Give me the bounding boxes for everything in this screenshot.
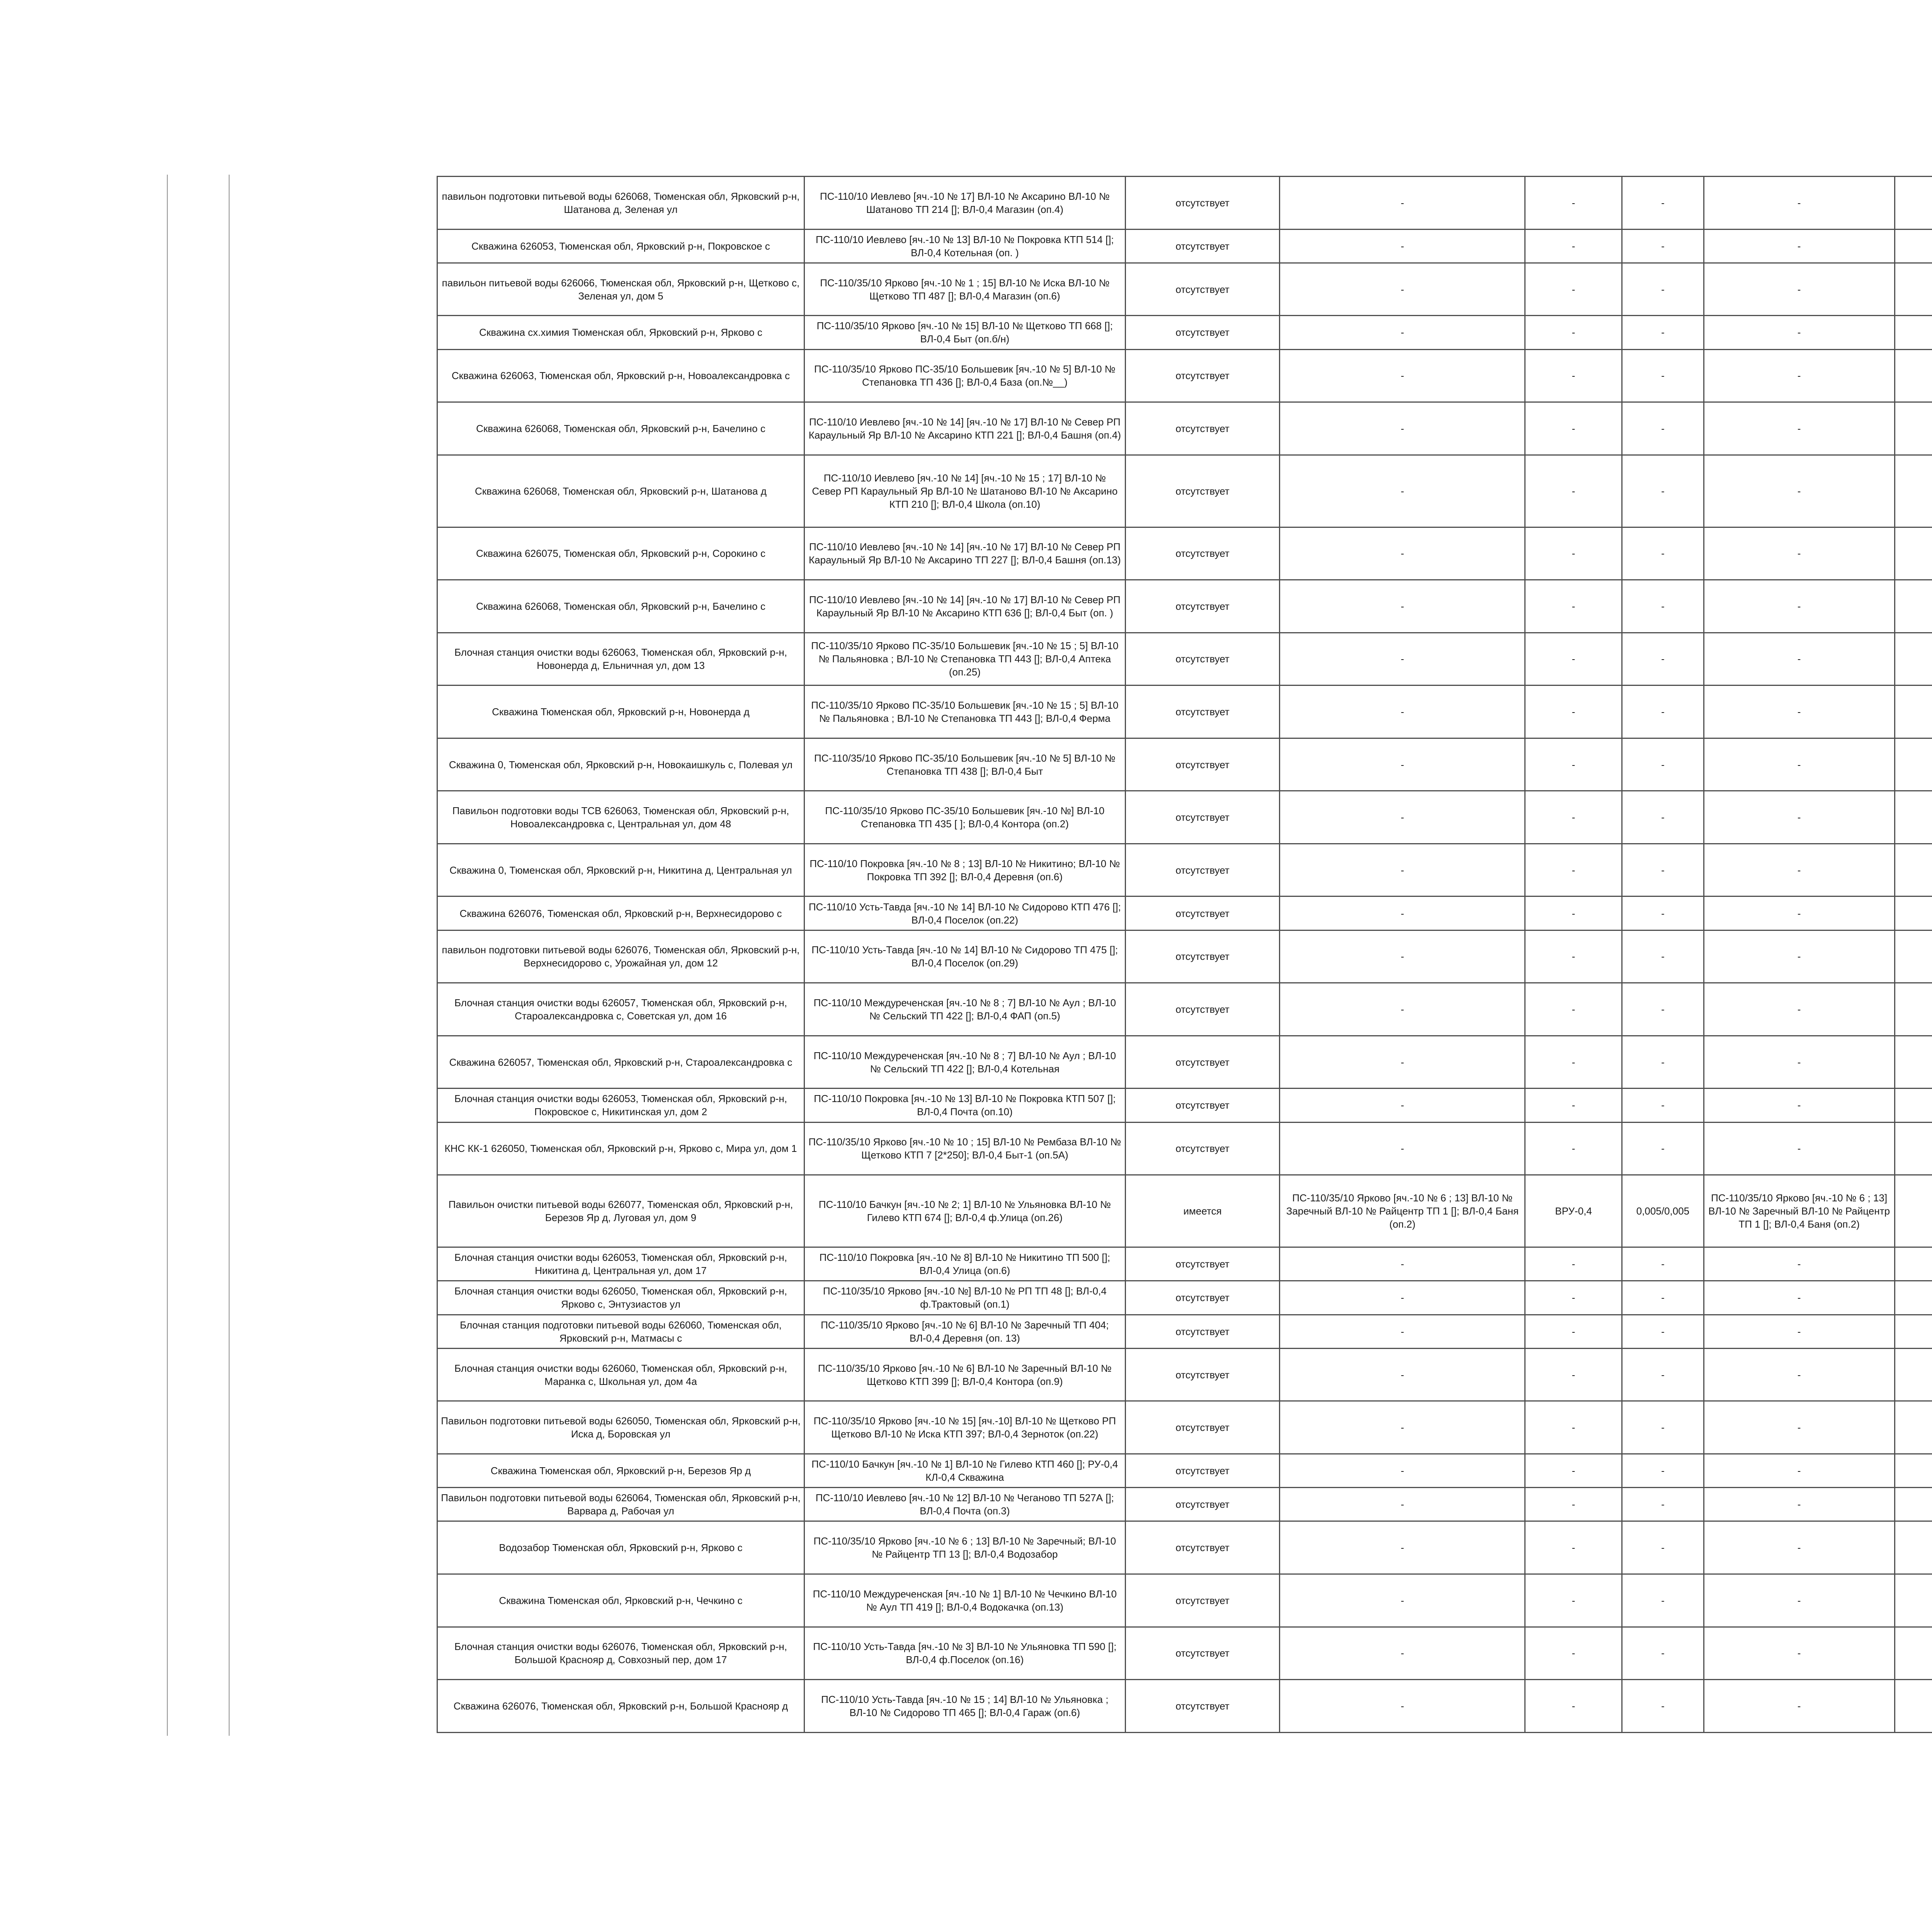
- alt-connection-point-cell: [1895, 633, 1932, 685]
- reserve-source-cell: -: [1280, 738, 1525, 791]
- table-row: [437, 1627, 1932, 1680]
- connection-point-cell: -: [1525, 844, 1622, 896]
- connection-point-cell: -: [1525, 527, 1622, 580]
- connection-point-cell: -: [1525, 1401, 1622, 1454]
- alt-connection-point-cell: [1895, 791, 1932, 844]
- reserve-source-cell: -: [1280, 791, 1525, 844]
- reserve-source-cell: -: [1280, 1122, 1525, 1175]
- reserve-source-cell: -: [1280, 930, 1525, 983]
- connection-point-cell: -: [1525, 1454, 1622, 1487]
- table-row: [437, 177, 1932, 230]
- alt-source-cell: -: [1704, 229, 1895, 263]
- object-address-cell: Павильон подготовки питьевой воды 626064, Тюменская обл, Ярковский р-н, Варвара д, Рабочая ул: [437, 1488, 804, 1521]
- table-row: [437, 263, 1932, 316]
- reserve-status-cell: отсутствует: [1125, 263, 1280, 316]
- alt-source-cell: -: [1704, 263, 1895, 316]
- supply-source-cell: ПС-110/35/10 Ярково [яч.-10 № 1 ; 15] ВЛ-10 № Иска ВЛ-10 № Щетково ТП 487 []; ВЛ-0,4 Магазин (оп.6): [804, 263, 1125, 316]
- reserve-status-cell: отсутствует: [1125, 1574, 1280, 1627]
- alt-source-cell: -: [1704, 177, 1895, 230]
- table-row: [437, 402, 1932, 455]
- reserve-status-cell: отсутствует: [1125, 229, 1280, 263]
- alt-connection-point-cell: [1895, 1521, 1932, 1574]
- reserve-status-cell: имеется: [1125, 1175, 1280, 1247]
- object-address-cell: Блочная станция очистки воды 626053, Тюменская обл, Ярковский р-н, Покровское с, Никитинская ул, дом 2: [437, 1089, 804, 1122]
- alt-source-cell: -: [1704, 1680, 1895, 1733]
- reserve-status-cell: отсутствует: [1125, 1281, 1280, 1315]
- alt-source-cell: -: [1704, 1454, 1895, 1487]
- reserve-source-cell: -: [1280, 580, 1525, 633]
- alt-connection-point-cell: [1895, 1348, 1932, 1401]
- reserve-status-cell: отсутствует: [1125, 580, 1280, 633]
- connection-point-cell: -: [1525, 1315, 1622, 1348]
- table-row: [437, 896, 1932, 930]
- object-address-cell: Павильон подготовки питьевой воды 626050, Тюменская обл, Ярковский р-н, Иска д, Боровская ул: [437, 1401, 804, 1454]
- connection-point-cell: -: [1525, 896, 1622, 930]
- left-margin-line: [229, 175, 230, 1736]
- object-address-cell: Блочная станция очистки воды 626053, Тюменская обл, Ярковский р-н, Никитина д, Центральная ул, дом 17: [437, 1247, 804, 1281]
- reserve-source-cell: -: [1280, 1348, 1525, 1401]
- alt-connection-point-cell: [1895, 402, 1932, 455]
- table-row: [437, 455, 1932, 527]
- capacity-cell: -: [1622, 1680, 1704, 1733]
- alt-connection-point-cell: [1895, 1247, 1932, 1281]
- capacity-cell: -: [1622, 983, 1704, 1036]
- alt-source-cell: -: [1704, 527, 1895, 580]
- reserve-status-cell: отсутствует: [1125, 896, 1280, 930]
- alt-source-cell: -: [1704, 316, 1895, 349]
- alt-source-cell: -: [1704, 1521, 1895, 1574]
- connection-point-cell: ВРУ-0,4: [1525, 1175, 1622, 1247]
- capacity-cell: -: [1622, 229, 1704, 263]
- supply-source-cell: ПС-110/10 Бачкун [яч.-10 № 1] ВЛ-10 № Гилево КТП 460 []; РУ-0,4 КЛ-0,4 Скважина: [804, 1454, 1125, 1487]
- connection-point-cell: -: [1525, 263, 1622, 316]
- reserve-status-cell: отсутствует: [1125, 1521, 1280, 1574]
- supply-source-cell: ПС-110/10 Иевлево [яч.-10 № 14] [яч.-10 № 17] ВЛ-10 № Север РП Караульный Яр ВЛ-10 № Аксарино КТП 636 []; ВЛ-0,4 Быт (оп. ): [804, 580, 1125, 633]
- supply-source-cell: ПС-110/35/10 Ярково [яч.-10 № 15] [яч.-10] ВЛ-10 № Щетково РП Щетково ВЛ-10 № Иска КТП 397; ВЛ-0,4 Зерноток (оп.22): [804, 1401, 1125, 1454]
- table-row: [437, 349, 1932, 402]
- capacity-cell: -: [1622, 1315, 1704, 1348]
- connection-point-cell: -: [1525, 402, 1622, 455]
- object-address-cell: павильон подготовки питьевой воды 626076, Тюменская обл, Ярковский р-н, Верхнесидорово с, Урожайная ул, дом 12: [437, 930, 804, 983]
- reserve-source-cell: -: [1280, 349, 1525, 402]
- connection-point-cell: -: [1525, 316, 1622, 349]
- reserve-status-cell: отсутствует: [1125, 983, 1280, 1036]
- connection-point-cell: -: [1525, 930, 1622, 983]
- reserve-source-cell: -: [1280, 316, 1525, 349]
- capacity-cell: -: [1622, 527, 1704, 580]
- table-row: [437, 1454, 1932, 1487]
- object-address-cell: Скважина 626057, Тюменская обл, Ярковский р-н, Староалександровка с: [437, 1036, 804, 1089]
- table-row: [437, 229, 1932, 263]
- alt-connection-point-cell: [1895, 316, 1932, 349]
- alt-connection-point-cell: [1895, 1315, 1932, 1348]
- supply-source-cell: ПС-110/10 Иевлево [яч.-10 № 13] ВЛ-10 № Покровка КТП 514 []; ВЛ-0,4 Котельная (оп. ): [804, 229, 1125, 263]
- alt-connection-point-cell: [1895, 1454, 1932, 1487]
- alt-source-cell: -: [1704, 1036, 1895, 1089]
- alt-connection-point-cell: [1895, 455, 1932, 527]
- capacity-cell: -: [1622, 580, 1704, 633]
- alt-source-cell: -: [1704, 983, 1895, 1036]
- supply-source-cell: ПС-110/10 Усть-Тавда [яч.-10 № 3] ВЛ-10 № Ульяновка ТП 590 []; ВЛ-0,4 ф.Поселок (оп.16): [804, 1627, 1125, 1680]
- object-address-cell: Скважина 626068, Тюменская обл, Ярковский р-н, Бачелино с: [437, 580, 804, 633]
- table-row: [437, 1521, 1932, 1574]
- supply-source-cell: ПС-110/10 Бачкун [яч.-10 № 2; 1] ВЛ-10 № Ульяновка ВЛ-10 № Гилево КТП 674 []; ВЛ-0,4 ф.Улица (оп.26): [804, 1175, 1125, 1247]
- capacity-cell: -: [1622, 316, 1704, 349]
- alt-connection-point-cell: [1895, 1036, 1932, 1089]
- supply-source-cell: ПС-110/35/10 Ярково [яч.-10 № 10 ; 15] ВЛ-10 № Рембаза ВЛ-10 № Щетково КТП 7 [2*250]; ВЛ-0,4 Быт-1 (оп.5А): [804, 1122, 1125, 1175]
- reserve-status-cell: отсутствует: [1125, 1089, 1280, 1122]
- table-row: [437, 685, 1932, 738]
- table-row: [437, 316, 1932, 349]
- alt-source-cell: -: [1704, 738, 1895, 791]
- reserve-source-cell: -: [1280, 1036, 1525, 1089]
- connection-point-cell: -: [1525, 685, 1622, 738]
- alt-source-cell: -: [1704, 1247, 1895, 1281]
- object-address-cell: Скважина 626063, Тюменская обл, Ярковский р-н, Новоалександровка с: [437, 349, 804, 402]
- reserve-source-cell: -: [1280, 685, 1525, 738]
- object-address-cell: Скважина Тюменская обл, Ярковский р-н, Березов Яр д: [437, 1454, 804, 1487]
- connection-point-cell: -: [1525, 1036, 1622, 1089]
- reserve-status-cell: отсутствует: [1125, 316, 1280, 349]
- supply-source-cell: ПС-110/10 Иевлево [яч.-10 № 17] ВЛ-10 № Аксарино ВЛ-10 № Шатаново ТП 214 []; ВЛ-0,4 Магазин (оп.4): [804, 177, 1125, 230]
- supply-source-cell: ПС-110/35/10 Ярково ПС-35/10 Большевик [яч.-10 № 5] ВЛ-10 № Степановка ТП 436 []; ВЛ-0,4 База (оп.№__): [804, 349, 1125, 402]
- table-row: [437, 738, 1932, 791]
- alt-source-cell: -: [1704, 685, 1895, 738]
- object-address-cell: Скважина 626053, Тюменская обл, Ярковский р-н, Покровское с: [437, 229, 804, 263]
- reserve-status-cell: отсутствует: [1125, 455, 1280, 527]
- alt-connection-point-cell: [1895, 896, 1932, 930]
- reserve-status-cell: отсутствует: [1125, 1627, 1280, 1680]
- reserve-source-cell: -: [1280, 844, 1525, 896]
- table-row: [437, 844, 1932, 896]
- left-margin-line: [167, 175, 168, 1736]
- alt-source-cell: -: [1704, 1401, 1895, 1454]
- table-row: [437, 1348, 1932, 1401]
- table-row: [437, 1574, 1932, 1627]
- supply-source-cell: ПС-110/35/10 Ярково [яч.-10 № 6] ВЛ-10 № Заречный ВЛ-10 № Щетково КТП 399 []; ВЛ-0,4 Контора (оп.9): [804, 1348, 1125, 1401]
- supply-source-cell: ПС-110/35/10 Ярково ПС-35/10 Большевик [яч.-10 № 15 ; 5] ВЛ-10 № Пальяновка ; ВЛ-10 № Степановка ТП 443 []; ВЛ-0,4 Аптека (оп.25): [804, 633, 1125, 685]
- alt-connection-point-cell: [1895, 1401, 1932, 1454]
- alt-source-cell: -: [1704, 791, 1895, 844]
- capacity-cell: -: [1622, 930, 1704, 983]
- object-address-cell: Скважина 626076, Тюменская обл, Ярковский р-н, Большой Краснояр д: [437, 1680, 804, 1733]
- alt-source-cell: -: [1704, 455, 1895, 527]
- object-address-cell: Блочная станция подготовки питьевой воды 626060, Тюменская обл, Ярковский р-н, Матмасы с: [437, 1315, 804, 1348]
- capacity-cell: -: [1622, 1281, 1704, 1315]
- object-address-cell: Павильон подготовки воды ТСВ 626063, Тюменская обл, Ярковский р-н, Новоалександровка с, Центральная ул, дом 48: [437, 791, 804, 844]
- reserve-source-cell: -: [1280, 455, 1525, 527]
- supply-source-cell: ПС-110/35/10 Ярково [яч.-10 № 6] ВЛ-10 № Заречный ТП 404; ВЛ-0,4 Деревня (оп. 13): [804, 1315, 1125, 1348]
- object-address-cell: Скважина 0, Тюменская обл, Ярковский р-н, Никитина д, Центральная ул: [437, 844, 804, 896]
- object-address-cell: КНС КК-1 626050, Тюменская обл, Ярковский р-н, Ярково с, Мира ул, дом 1: [437, 1122, 804, 1175]
- connection-point-cell: -: [1525, 983, 1622, 1036]
- capacity-cell: -: [1622, 1521, 1704, 1574]
- supply-source-cell: ПС-110/10 Усть-Тавда [яч.-10 № 15 ; 14] ВЛ-10 № Ульяновка ; ВЛ-10 № Сидорово ТП 465 []; ВЛ-0,4 Гараж (оп.6): [804, 1680, 1125, 1733]
- capacity-cell: -: [1622, 263, 1704, 316]
- table-row: [437, 1401, 1932, 1454]
- reserve-status-cell: отсутствует: [1125, 685, 1280, 738]
- table-row: [437, 791, 1932, 844]
- object-address-cell: павильон питьевой воды 626066, Тюменская обл, Ярковский р-н, Щетково с, Зеленая ул, дом 5: [437, 263, 804, 316]
- reserve-source-cell: -: [1280, 1680, 1525, 1733]
- supply-source-cell: ПС-110/10 Покровка [яч.-10 № 8] ВЛ-10 № Никитино ТП 500 []; ВЛ-0,4 Улица (оп.6): [804, 1247, 1125, 1281]
- object-address-cell: Блочная станция очистки воды 626057, Тюменская обл, Ярковский р-н, Староалександровка с, Советская ул, дом 16: [437, 983, 804, 1036]
- reserve-source-cell: -: [1280, 1089, 1525, 1122]
- capacity-cell: -: [1622, 1089, 1704, 1122]
- capacity-cell: -: [1622, 1574, 1704, 1627]
- connection-point-cell: -: [1525, 229, 1622, 263]
- connection-point-cell: -: [1525, 580, 1622, 633]
- table-row: [437, 1315, 1932, 1348]
- reserve-status-cell: отсутствует: [1125, 1488, 1280, 1521]
- supply-source-cell: ПС-110/35/10 Ярково ПС-35/10 Большевик [яч.-10 №] ВЛ-10 Степановка ТП 435 [ ]; ВЛ-0,4 Контора (оп.2): [804, 791, 1125, 844]
- table-row: [437, 1680, 1932, 1733]
- alt-source-cell: -: [1704, 844, 1895, 896]
- table-row: [437, 1089, 1932, 1122]
- reserve-status-cell: отсутствует: [1125, 1036, 1280, 1089]
- alt-connection-point-cell: [1895, 177, 1932, 230]
- table-row: [437, 930, 1932, 983]
- alt-connection-point-cell: [1895, 527, 1932, 580]
- connection-point-cell: -: [1525, 1122, 1622, 1175]
- reserve-source-cell: -: [1280, 263, 1525, 316]
- alt-source-cell: -: [1704, 896, 1895, 930]
- alt-source-cell: -: [1704, 1574, 1895, 1627]
- reserve-status-cell: отсутствует: [1125, 1315, 1280, 1348]
- supply-source-cell: ПС-110/35/10 Ярково [яч.-10 № 15] ВЛ-10 № Щетково ТП 668 []; ВЛ-0,4 Быт (оп.б/н): [804, 316, 1125, 349]
- table-row: [437, 527, 1932, 580]
- alt-connection-point-cell: [1895, 229, 1932, 263]
- connection-point-cell: -: [1525, 633, 1622, 685]
- power-connections-table: [437, 176, 1932, 1733]
- alt-connection-point-cell: [1895, 1089, 1932, 1122]
- reserve-source-cell: -: [1280, 402, 1525, 455]
- object-address-cell: Павильон очистки питьевой воды 626077, Тюменская обл, Ярковский р-н, Березов Яр д, Луговая ул, дом 9: [437, 1175, 804, 1247]
- alt-source-cell: -: [1704, 1089, 1895, 1122]
- capacity-cell: -: [1622, 1401, 1704, 1454]
- supply-source-cell: ПС-110/35/10 Ярково [яч.-10 №] ВЛ-10 № РП ТП 48 []; ВЛ-0,4 ф.Трактовый (оп.1): [804, 1281, 1125, 1315]
- object-address-cell: Блочная станция очистки воды 626076, Тюменская обл, Ярковский р-н, Большой Краснояр д, Совхозный пер, дом 17: [437, 1627, 804, 1680]
- supply-source-cell: ПС-110/35/10 Ярково ПС-35/10 Большевик [яч.-10 № 15 ; 5] ВЛ-10 № Пальяновка ; ВЛ-10 № Степановка ТП 443 []; ВЛ-0,4 Ферма: [804, 685, 1125, 738]
- alt-connection-point-cell: [1895, 1680, 1932, 1733]
- table-row: [437, 1036, 1932, 1089]
- reserve-status-cell: отсутствует: [1125, 633, 1280, 685]
- capacity-cell: -: [1622, 455, 1704, 527]
- alt-connection-point-cell: [1895, 738, 1932, 791]
- alt-connection-point-cell: [1895, 1574, 1932, 1627]
- alt-source-cell: -: [1704, 633, 1895, 685]
- alt-connection-point-cell: [1895, 983, 1932, 1036]
- connection-point-cell: -: [1525, 1089, 1622, 1122]
- reserve-status-cell: отсутствует: [1125, 177, 1280, 230]
- reserve-status-cell: отсутствует: [1125, 402, 1280, 455]
- alt-source-cell: -: [1704, 1348, 1895, 1401]
- capacity-cell: -: [1622, 685, 1704, 738]
- alt-source-cell: -: [1704, 1281, 1895, 1315]
- reserve-source-cell: -: [1280, 1454, 1525, 1487]
- alt-connection-point-cell: [1895, 1488, 1932, 1521]
- alt-source-cell: -: [1704, 1488, 1895, 1521]
- reserve-status-cell: отсутствует: [1125, 738, 1280, 791]
- supply-source-cell: ПС-110/10 Междуреченская [яч.-10 № 8 ; 7] ВЛ-10 № Аул ; ВЛ-10 № Сельский ТП 422 []; ВЛ-0,4 Котельная: [804, 1036, 1125, 1089]
- alt-connection-point-cell: [1895, 685, 1932, 738]
- supply-source-cell: ПС-110/10 Покровка [яч.-10 № 8 ; 13] ВЛ-10 № Никитино; ВЛ-10 № Покровка ТП 392 []; ВЛ-0,4 Деревня (оп.6): [804, 844, 1125, 896]
- alt-connection-point-cell: [1895, 263, 1932, 316]
- capacity-cell: 0,005/0,005: [1622, 1175, 1704, 1247]
- reserve-source-cell: -: [1280, 1281, 1525, 1315]
- supply-source-cell: ПС-110/35/10 Ярково [яч.-10 № 6 ; 13] ВЛ-10 № Заречный; ВЛ-10 № Райцентр ТП 13 []; ВЛ-0,4 Водозабор: [804, 1521, 1125, 1574]
- alt-connection-point-cell: [1895, 580, 1932, 633]
- alt-connection-point-cell: [1895, 1122, 1932, 1175]
- table-row: [437, 1488, 1932, 1521]
- reserve-source-cell: -: [1280, 177, 1525, 230]
- capacity-cell: -: [1622, 1627, 1704, 1680]
- reserve-status-cell: отсутствует: [1125, 930, 1280, 983]
- reserve-status-cell: отсутствует: [1125, 1680, 1280, 1733]
- supply-source-cell: ПС-110/10 Усть-Тавда [яч.-10 № 14] ВЛ-10 № Сидорово ТП 475 []; ВЛ-0,4 Поселок (оп.29): [804, 930, 1125, 983]
- connection-point-cell: -: [1525, 1680, 1622, 1733]
- capacity-cell: -: [1622, 791, 1704, 844]
- reserve-status-cell: отсутствует: [1125, 349, 1280, 402]
- reserve-source-cell: -: [1280, 1627, 1525, 1680]
- alt-source-cell: -: [1704, 349, 1895, 402]
- alt-source-cell: -: [1704, 1627, 1895, 1680]
- alt-connection-point-cell: [1895, 349, 1932, 402]
- reserve-status-cell: отсутствует: [1125, 844, 1280, 896]
- supply-source-cell: ПС-110/10 Иевлево [яч.-10 № 12] ВЛ-10 № Чеганово ТП 527А []; ВЛ-0,4 Почта (оп.3): [804, 1488, 1125, 1521]
- connection-point-cell: -: [1525, 738, 1622, 791]
- capacity-cell: -: [1622, 896, 1704, 930]
- object-address-cell: Блочная станция очистки воды 626050, Тюменская обл, Ярковский р-н, Ярково с, Энтузиастов ул: [437, 1281, 804, 1315]
- table-row: [437, 633, 1932, 685]
- reserve-source-cell: -: [1280, 527, 1525, 580]
- alt-source-cell: ПС-110/35/10 Ярково [яч.-10 № 6 ; 13] ВЛ-10 № Заречный ВЛ-10 № Райцентр ТП 1 []; ВЛ-0,4 Баня (оп.2): [1704, 1175, 1895, 1247]
- connection-point-cell: -: [1525, 1281, 1622, 1315]
- reserve-source-cell: ПС-110/35/10 Ярково [яч.-10 № 6 ; 13] ВЛ-10 № Заречный ВЛ-10 № Райцентр ТП 1 []; ВЛ-0,4 Баня (оп.2): [1280, 1175, 1525, 1247]
- reserve-source-cell: -: [1280, 1521, 1525, 1574]
- supply-source-cell: ПС-110/10 Междуреченская [яч.-10 № 1] ВЛ-10 № Чечкино ВЛ-10 № Аул ТП 419 []; ВЛ-0,4 Водокачка (оп.13): [804, 1574, 1125, 1627]
- object-address-cell: Блочная станция очистки воды 626060, Тюменская обл, Ярковский р-н, Маранка с, Школьная ул, дом 4а: [437, 1348, 804, 1401]
- object-address-cell: Скважина 626068, Тюменская обл, Ярковский р-н, Шатанова д: [437, 455, 804, 527]
- object-address-cell: павильон подготовки питьевой воды 626068, Тюменская обл, Ярковский р-н, Шатанова д, Зеленая ул: [437, 177, 804, 230]
- object-address-cell: Скважина Тюменская обл, Ярковский р-н, Чечкино с: [437, 1574, 804, 1627]
- connection-point-cell: -: [1525, 1247, 1622, 1281]
- reserve-source-cell: -: [1280, 1574, 1525, 1627]
- object-address-cell: Скважина 626075, Тюменская обл, Ярковский р-н, Сорокино с: [437, 527, 804, 580]
- object-address-cell: Скважина Тюменская обл, Ярковский р-н, Новонерда д: [437, 685, 804, 738]
- alt-source-cell: -: [1704, 580, 1895, 633]
- supply-source-cell: ПС-110/10 Иевлево [яч.-10 № 14] [яч.-10 № 17] ВЛ-10 № Север РП Караульный Яр ВЛ-10 № Аксарино КТП 221 []; ВЛ-0,4 Башня (оп.4): [804, 402, 1125, 455]
- capacity-cell: -: [1622, 844, 1704, 896]
- table-row: [437, 1175, 1932, 1247]
- capacity-cell: -: [1622, 633, 1704, 685]
- reserve-source-cell: -: [1280, 1315, 1525, 1348]
- reserve-status-cell: отсутствует: [1125, 1401, 1280, 1454]
- reserve-status-cell: отсутствует: [1125, 1454, 1280, 1487]
- object-address-cell: Блочная станция очистки воды 626063, Тюменская обл, Ярковский р-н, Новонерда д, Ельничная ул, дом 13: [437, 633, 804, 685]
- capacity-cell: -: [1622, 1122, 1704, 1175]
- capacity-cell: -: [1622, 402, 1704, 455]
- object-address-cell: Скважина сх.химия Тюменская обл, Ярковский р-н, Ярково с: [437, 316, 804, 349]
- supply-source-cell: ПС-110/10 Междуреченская [яч.-10 № 8 ; 7] ВЛ-10 № Аул ; ВЛ-10 № Сельский ТП 422 []; ВЛ-0,4 ФАП (оп.5): [804, 983, 1125, 1036]
- capacity-cell: -: [1622, 1036, 1704, 1089]
- connection-point-cell: -: [1525, 1488, 1622, 1521]
- connection-point-cell: -: [1525, 1627, 1622, 1680]
- object-address-cell: Скважина 626068, Тюменская обл, Ярковский р-н, Бачелино с: [437, 402, 804, 455]
- alt-source-cell: -: [1704, 402, 1895, 455]
- supply-source-cell: ПС-110/10 Иевлево [яч.-10 № 14] [яч.-10 № 17] ВЛ-10 № Север РП Караульный Яр ВЛ-10 № Аксарино ТП 227 []; ВЛ-0,4 Башня (оп.13): [804, 527, 1125, 580]
- supply-source-cell: ПС-110/10 Покровка [яч.-10 № 13] ВЛ-10 № Покровка КТП 507 []; ВЛ-0,4 Почта (оп.10): [804, 1089, 1125, 1122]
- supply-source-cell: ПС-110/35/10 Ярково ПС-35/10 Большевик [яч.-10 № 5] ВЛ-10 № Степановка ТП 438 []; ВЛ-0,4 Быт: [804, 738, 1125, 791]
- alt-connection-point-cell: [1895, 1281, 1932, 1315]
- capacity-cell: -: [1622, 1348, 1704, 1401]
- table-row: [437, 1281, 1932, 1315]
- connection-point-cell: -: [1525, 349, 1622, 402]
- object-address-cell: Скважина 0, Тюменская обл, Ярковский р-н, Новокаишкуль с, Полевая ул: [437, 738, 804, 791]
- reserve-source-cell: -: [1280, 1401, 1525, 1454]
- table-row: [437, 1122, 1932, 1175]
- alt-connection-point-cell: [1895, 1175, 1932, 1247]
- alt-connection-point-cell: [1895, 1627, 1932, 1680]
- alt-source-cell: -: [1704, 1122, 1895, 1175]
- alt-connection-point-cell: [1895, 844, 1932, 896]
- alt-source-cell: -: [1704, 930, 1895, 983]
- reserve-status-cell: отсутствует: [1125, 791, 1280, 844]
- capacity-cell: -: [1622, 1247, 1704, 1281]
- reserve-source-cell: -: [1280, 633, 1525, 685]
- table-row: [437, 580, 1932, 633]
- reserve-status-cell: отсутствует: [1125, 1348, 1280, 1401]
- table-row: [437, 1247, 1932, 1281]
- table-row: [437, 983, 1932, 1036]
- reserve-source-cell: -: [1280, 983, 1525, 1036]
- connection-point-cell: -: [1525, 791, 1622, 844]
- connection-point-cell: -: [1525, 1574, 1622, 1627]
- reserve-status-cell: отсутствует: [1125, 527, 1280, 580]
- reserve-source-cell: -: [1280, 1488, 1525, 1521]
- connection-point-cell: -: [1525, 1348, 1622, 1401]
- reserve-source-cell: -: [1280, 896, 1525, 930]
- capacity-cell: -: [1622, 1488, 1704, 1521]
- reserve-status-cell: отсутствует: [1125, 1247, 1280, 1281]
- capacity-cell: -: [1622, 738, 1704, 791]
- capacity-cell: -: [1622, 349, 1704, 402]
- connection-point-cell: -: [1525, 1521, 1622, 1574]
- reserve-source-cell: -: [1280, 1247, 1525, 1281]
- object-address-cell: Водозабор Тюменская обл, Ярковский р-н, Ярково с: [437, 1521, 804, 1574]
- supply-source-cell: ПС-110/10 Иевлево [яч.-10 № 14] [яч.-10 № 15 ; 17] ВЛ-10 № Север РП Караульный Яр ВЛ-10 № Шатаново ВЛ-10 № Аксарино КТП 210 []; ВЛ-0,4 Школа (оп.10): [804, 455, 1125, 527]
- connection-point-cell: -: [1525, 177, 1622, 230]
- capacity-cell: -: [1622, 177, 1704, 230]
- capacity-cell: -: [1622, 1454, 1704, 1487]
- reserve-status-cell: отсутствует: [1125, 1122, 1280, 1175]
- connection-point-cell: -: [1525, 455, 1622, 527]
- alt-source-cell: -: [1704, 1315, 1895, 1348]
- reserve-source-cell: -: [1280, 229, 1525, 263]
- object-address-cell: Скважина 626076, Тюменская обл, Ярковский р-н, Верхнесидорово с: [437, 896, 804, 930]
- alt-connection-point-cell: [1895, 930, 1932, 983]
- supply-source-cell: ПС-110/10 Усть-Тавда [яч.-10 № 14] ВЛ-10 № Сидорово КТП 476 []; ВЛ-0,4 Поселок (оп.22): [804, 896, 1125, 930]
